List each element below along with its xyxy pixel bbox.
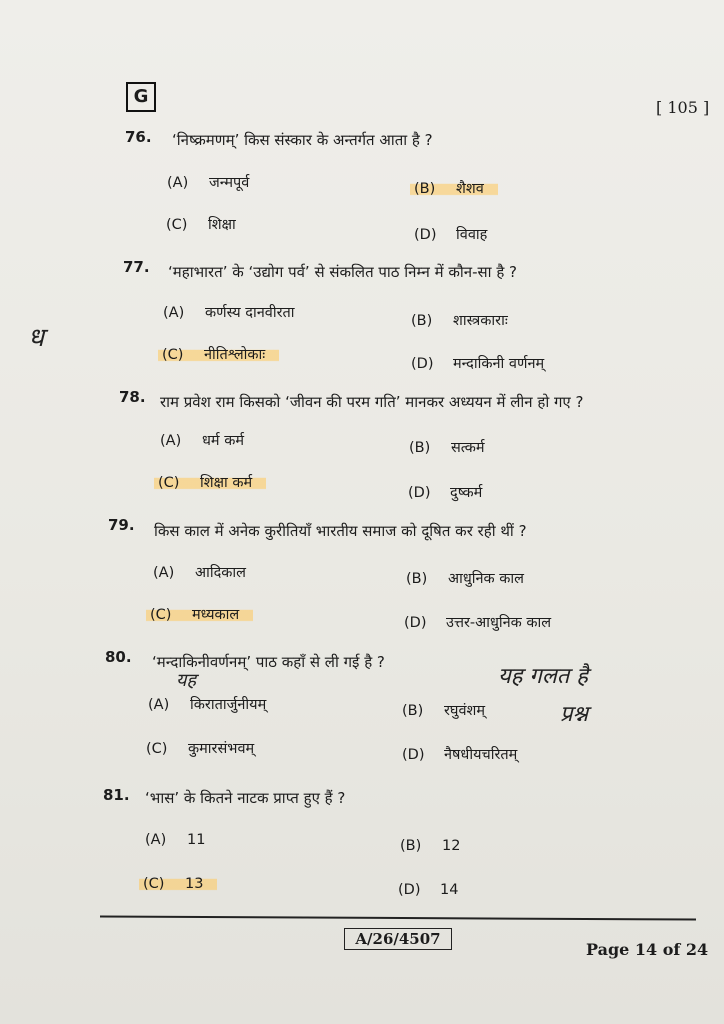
question-text: ‘महाभारत’ के ‘उद्योग पर्व’ से संकलित पाठ निम्न में कौन-सा है ? bbox=[168, 263, 518, 281]
option-d: (D) उत्तर-आधुनिक काल bbox=[404, 615, 552, 631]
option-b: (B) सत्कर्म bbox=[409, 440, 485, 456]
option-d: (D) मन्दाकिनी वर्णनम् bbox=[411, 356, 545, 372]
option-a: (A) आदिकाल bbox=[153, 565, 246, 581]
option-a: (A) धर्म कर्म bbox=[160, 433, 245, 449]
footer-divider bbox=[100, 915, 696, 920]
paper-code: A/26/4507 bbox=[344, 928, 452, 950]
question-number: 76. bbox=[125, 128, 152, 146]
option-c: (C) नीतिश्लोकाः bbox=[162, 344, 279, 364]
handwritten-note: प्रश्न bbox=[560, 702, 589, 727]
set-code-box: G bbox=[126, 82, 156, 112]
question-number: 78. bbox=[119, 388, 146, 406]
question-number: 81. bbox=[103, 786, 130, 804]
question-text: ‘मन्दाकिनीवर्णनम्’ पाठ कहाँ से ली गई है ? bbox=[152, 653, 385, 671]
page-number-top: [ 105 ] bbox=[656, 98, 710, 117]
question-text: किस काल में अनेक कुरीतियाँ भारतीय समाज को दूषित कर रही थीं ? bbox=[154, 522, 527, 540]
page-count: Page 14 of 24 bbox=[586, 940, 709, 959]
handwritten-margin-mark: ध bbox=[28, 323, 44, 353]
option-b: (B) शैशव bbox=[414, 178, 498, 198]
option-a: (A) 11 bbox=[145, 832, 206, 848]
option-b: (B) 12 bbox=[400, 838, 461, 854]
option-d: (D) दुष्कर्म bbox=[408, 485, 483, 501]
option-c: (C) शिक्षा कर्म bbox=[158, 472, 266, 492]
option-d: (D) नैषधीयचरितम् bbox=[402, 747, 518, 763]
option-a: (A) किरातार्जुनीयम् bbox=[148, 697, 267, 713]
option-c: (C) 13 bbox=[143, 876, 217, 892]
option-a: (A) जन्मपूर्व bbox=[167, 175, 250, 191]
option-c: (C) शिक्षा bbox=[166, 217, 236, 233]
option-c: (C) कुमारसंभवम् bbox=[146, 741, 255, 757]
option-b: (B) रघुवंशम् bbox=[402, 703, 486, 719]
handwritten-note: यह गलत है bbox=[498, 664, 588, 689]
handwritten-note: यह bbox=[176, 670, 196, 691]
question-text: राम प्रवेश राम किसको ‘जीवन की परम गति’ मानकर अध्ययन में लीन हो गए ? bbox=[160, 393, 584, 411]
option-c: (C) मध्यकाल bbox=[150, 604, 253, 624]
question-number: 80. bbox=[105, 648, 132, 666]
option-b: (B) आधुनिक काल bbox=[406, 571, 525, 587]
question-text: ‘भास’ के कितने नाटक प्राप्त हुए हैं ? bbox=[145, 789, 346, 807]
option-a: (A) कर्णस्य दानवीरता bbox=[163, 305, 295, 321]
option-b: (B) शास्त्रकाराः bbox=[411, 313, 508, 329]
question-text: ‘निष्क्रमणम्’ किस संस्कार के अन्तर्गत आता है ? bbox=[172, 131, 433, 149]
question-number: 77. bbox=[123, 258, 150, 276]
option-d: (D) विवाह bbox=[414, 227, 488, 243]
question-number: 79. bbox=[108, 516, 135, 534]
option-d: (D) 14 bbox=[398, 882, 459, 898]
